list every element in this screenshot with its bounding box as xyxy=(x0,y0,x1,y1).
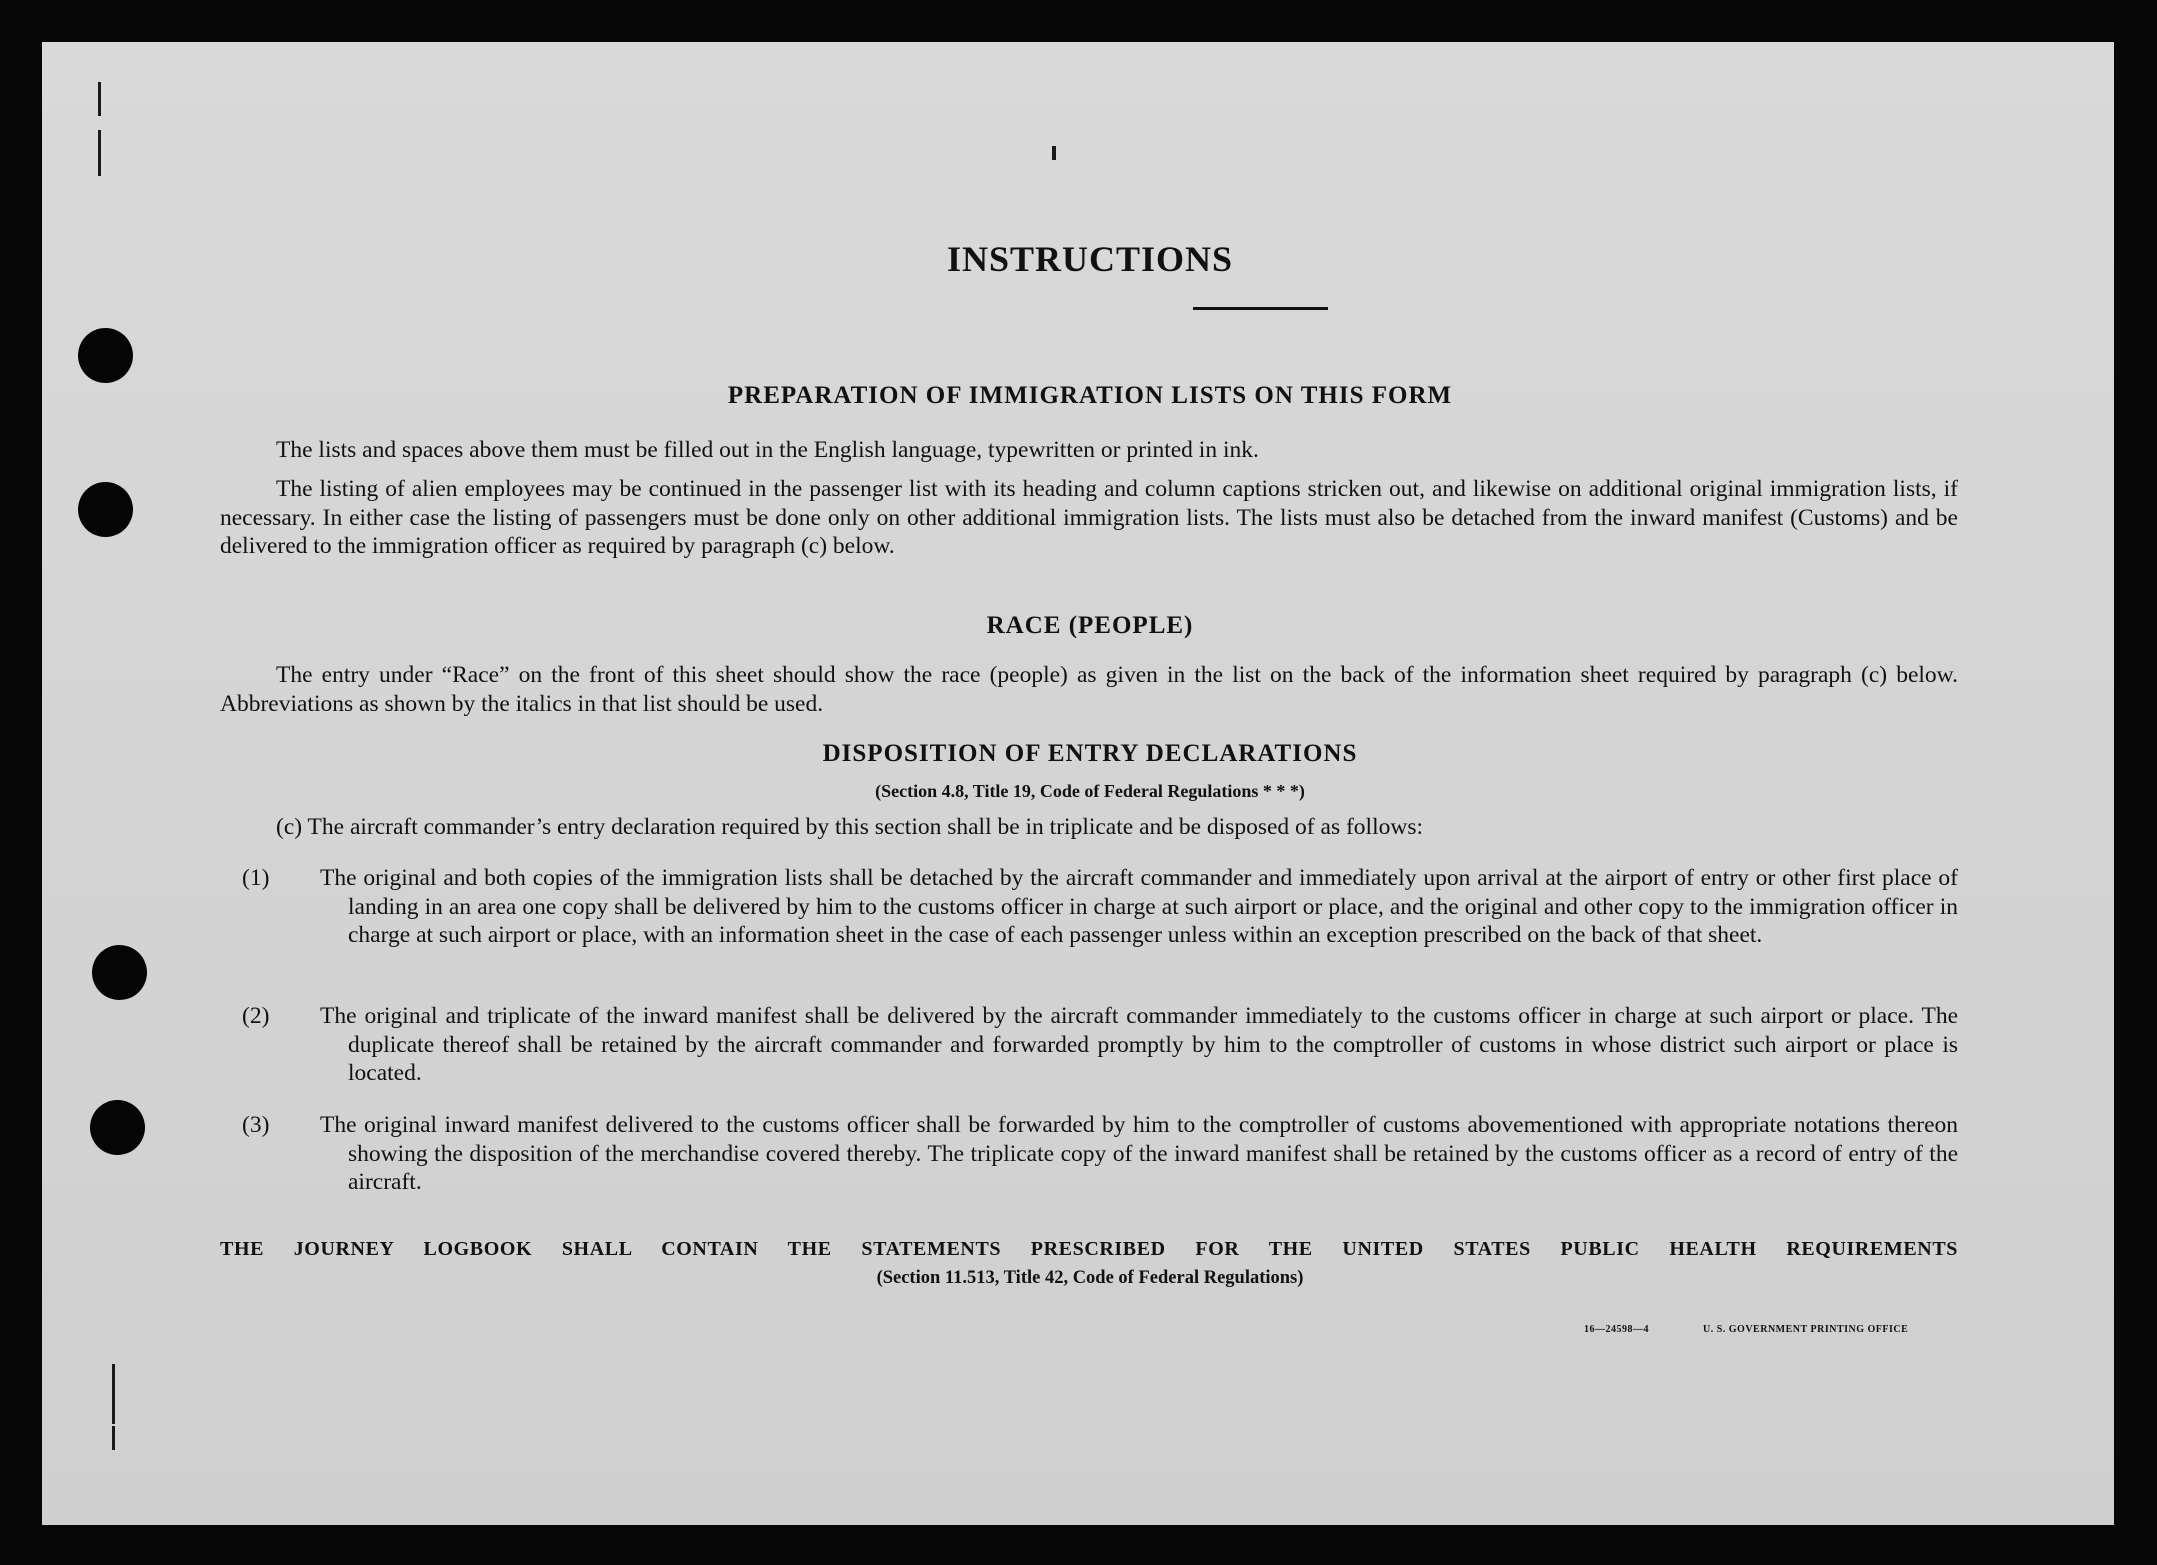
document-page xyxy=(42,42,2114,1525)
title-underline xyxy=(1193,307,1328,310)
disposition-item: (1) The original and both copies of the immigration lists shall be detached by the aircraft commander and immediately upon arrival at the airport of entry or other first place of landing in an area one copy shall be delivered by him to the customs officer in charge at such airport or place, and the original and other copy to the immigration officer in charge at such airport or place, with an information sheet in the case of each passenger unless within an exception prescribed on the back of that sheet. xyxy=(242,865,1958,948)
punch-hole xyxy=(78,482,133,537)
item-text: The original inward manifest delivered to the customs officer shall be forwarded by him to the comptroller of customs abovementioned with appropriate notations thereon showing the disposition of the merchandise covered thereby. The triplicate copy of the inward manifest shall be retained by the customs officer as a record of entry of the aircraft. xyxy=(320,1112,1958,1195)
preparation-paragraph: The listing of alien employees may be continued in the passenger list with its heading and column captions stricken out, and likewise on additional original immigration lists, if necessary. In either case the listing of passengers must be done only on other additional immigration lists. The lists must also be detached from the inward manifest (Customs) and be delivered to the immigration officer as required by paragraph (c) below. xyxy=(220,476,1958,559)
scan-mark xyxy=(112,1364,115,1424)
disposition-intro: (c) The aircraft commander’s entry declaration required by this section shall be in triplicate and be disposed of as follows: xyxy=(276,814,1423,840)
scan-mark xyxy=(98,82,101,116)
scan-mark xyxy=(98,130,101,176)
punch-hole xyxy=(78,328,133,383)
disposition-heading: DISPOSITION OF ENTRY DECLARATIONS xyxy=(822,740,1358,767)
scan-mark xyxy=(1052,146,1056,160)
race-paragraph: The entry under “Race” on the front of this sheet should show the race (people) as given in the list on the back of the information sheet required by paragraph (c) below. Abbreviations as shown by the italics in that list should be used. xyxy=(220,662,1958,717)
punch-hole xyxy=(90,1100,145,1155)
footer-citation: (Section 11.513, Title 42, Code of Federal Regulations) xyxy=(876,1268,1304,1288)
item-text: The original and both copies of the immigration lists shall be detached by the aircraft commander and immediately upon arrival at the airport of entry or other first place of landing in an area one copy shall be delivered by him to the customs officer in charge at such airport or place, and the original and other copy to the immigration officer in charge at such airport or place, with an information sheet in the case of each passenger unless within an exception prescribed on the back of that sheet. xyxy=(320,865,1958,948)
disposition-citation: (Section 4.8, Title 19, Code of Federal Regulations * * *) xyxy=(875,781,1305,801)
preparation-paragraph: The lists and spaces above them must be filled out in the English language, typewritten or printed in ink. xyxy=(276,437,1259,463)
punch-hole xyxy=(92,945,147,1000)
disposition-item: (3) The original inward manifest delivered to the customs officer shall be forwarded by him to the comptroller of customs abovementioned with appropriate notations thereon showing the disposition of the merchandise covered thereby. The triplicate copy of the inward manifest shall be retained by the customs officer as a record of entry of the aircraft. xyxy=(242,1112,1958,1195)
item-text: The original and triplicate of the inward manifest shall be delivered by the aircraft commander immediately to the customs officer in charge at such airport or place. The duplicate thereof shall be retained by the aircraft commander and forwarded promptly by him to the comptroller of customs in whose district such airport or place is located. xyxy=(320,1003,1958,1086)
scan-mark xyxy=(112,1426,115,1450)
page-title: INSTRUCTIONS xyxy=(946,239,1234,279)
printer-imprint: U. S. GOVERNMENT PRINTING OFFICE xyxy=(1703,1324,1909,1335)
form-number: 16—24598—4 xyxy=(1584,1324,1649,1335)
disposition-item: (2) The original and triplicate of the inward manifest shall be delivered by the aircraft commander immediately to the customs officer in charge at such airport or place. The duplicate thereof shall be retained by the aircraft commander and forwarded promptly by him to the comptroller of customs in whose district such airport or place is located. xyxy=(242,1003,1958,1086)
footer-statement: THE JOURNEY LOGBOOK SHALL CONTAIN THE STATEMENTS PRESCRIBED FOR THE UNITED STATES PUBLIC HEALTH REQUIREMENTS xyxy=(220,1238,1958,1260)
race-heading: RACE (PEOPLE) xyxy=(986,612,1194,639)
preparation-heading: PREPARATION OF IMMIGRATION LISTS ON THIS FORM xyxy=(727,382,1453,409)
